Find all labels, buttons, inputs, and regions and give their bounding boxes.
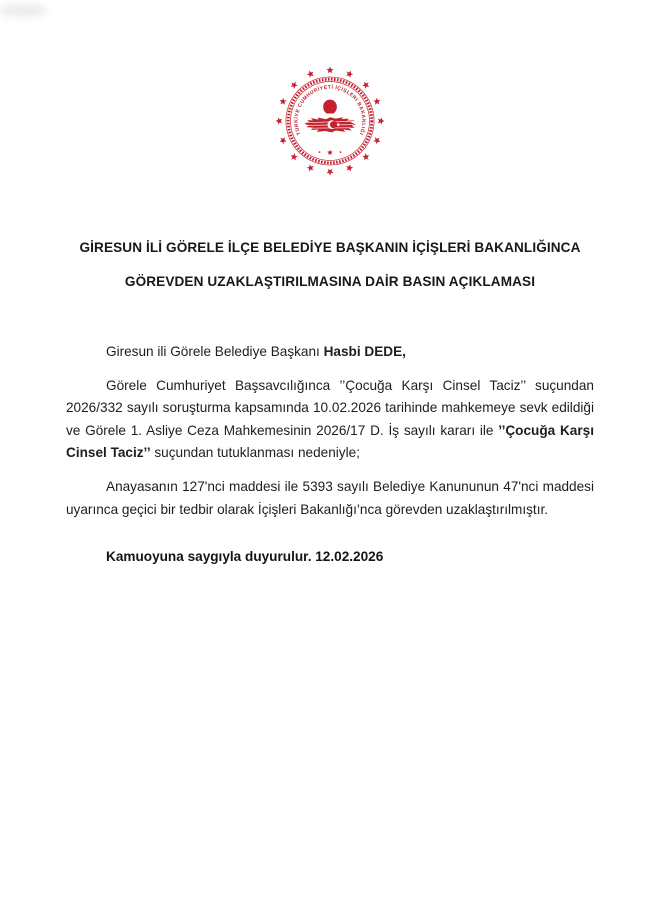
ministry-seal: [273, 64, 387, 178]
seal-bottom-ornament: [319, 150, 342, 156]
paragraph-case-details: [66, 375, 594, 465]
page-title-line2: GÖREVDEN UZAKLAŞTIRILMASINA DAİR BASIN AÇIKLAMASI: [124, 274, 536, 289]
case-details-part1: Görele Cumhuriyet Başsavcılığınca ’’Çocuğa Karşı Cinsel Taciz’’ suçundan 2026/332 sayılı soruşturma kapsamında 10.02.2026 tarihinde mahkemeye sevk edildiği ve Görele 1. Asliye Ceza Mahkemesinin 2026/17 D. İş sayılı kararı ile: [66, 377, 594, 438]
case-details-part2: suçundan tutuklanması nedeniyle;: [150, 445, 360, 461]
seal-ataturk-silhouette: [323, 100, 337, 114]
page-title-line1: GİRESUN İLİ GÖRELE İLÇE BELEDİYE BAŞKANIN İÇİŞLERİ BAKANLIĞINCA: [79, 240, 581, 255]
ministry-seal-graphic: [273, 64, 387, 178]
page-title: [40, 231, 620, 299]
press-release-body: [66, 341, 594, 580]
seal-ring-text: TÜRKİYE CUMHURİYETİ İÇİŞLERİ BAKANLIĞI: [293, 84, 367, 136]
paragraph-legal-basis: Anayasanın 127'nci maddesi ile 5393 sayılı Belediye Kanununun 47'nci maddesi uyarınca geçici bir tedbir olarak İçişleri Bakanlığı’nca görevden uzaklaştırılmıştır.: [66, 478, 594, 517]
paragraph-mayor: [66, 341, 594, 364]
closing-statement: Kamuoyuna saygıyla duyurulur. 12.02.2026: [106, 549, 384, 565]
mayor-name: Hasbi DEDE,: [323, 344, 406, 359]
scan-artifact: [0, 4, 46, 17]
paragraph-mayor-lead: Giresun ili Görele Belediye Başkanı: [106, 344, 324, 359]
case-charge-bold: ’’Çocuğa Karşı Cinsel Taciz’’: [66, 422, 594, 461]
seal-turkey-map: [304, 117, 355, 132]
